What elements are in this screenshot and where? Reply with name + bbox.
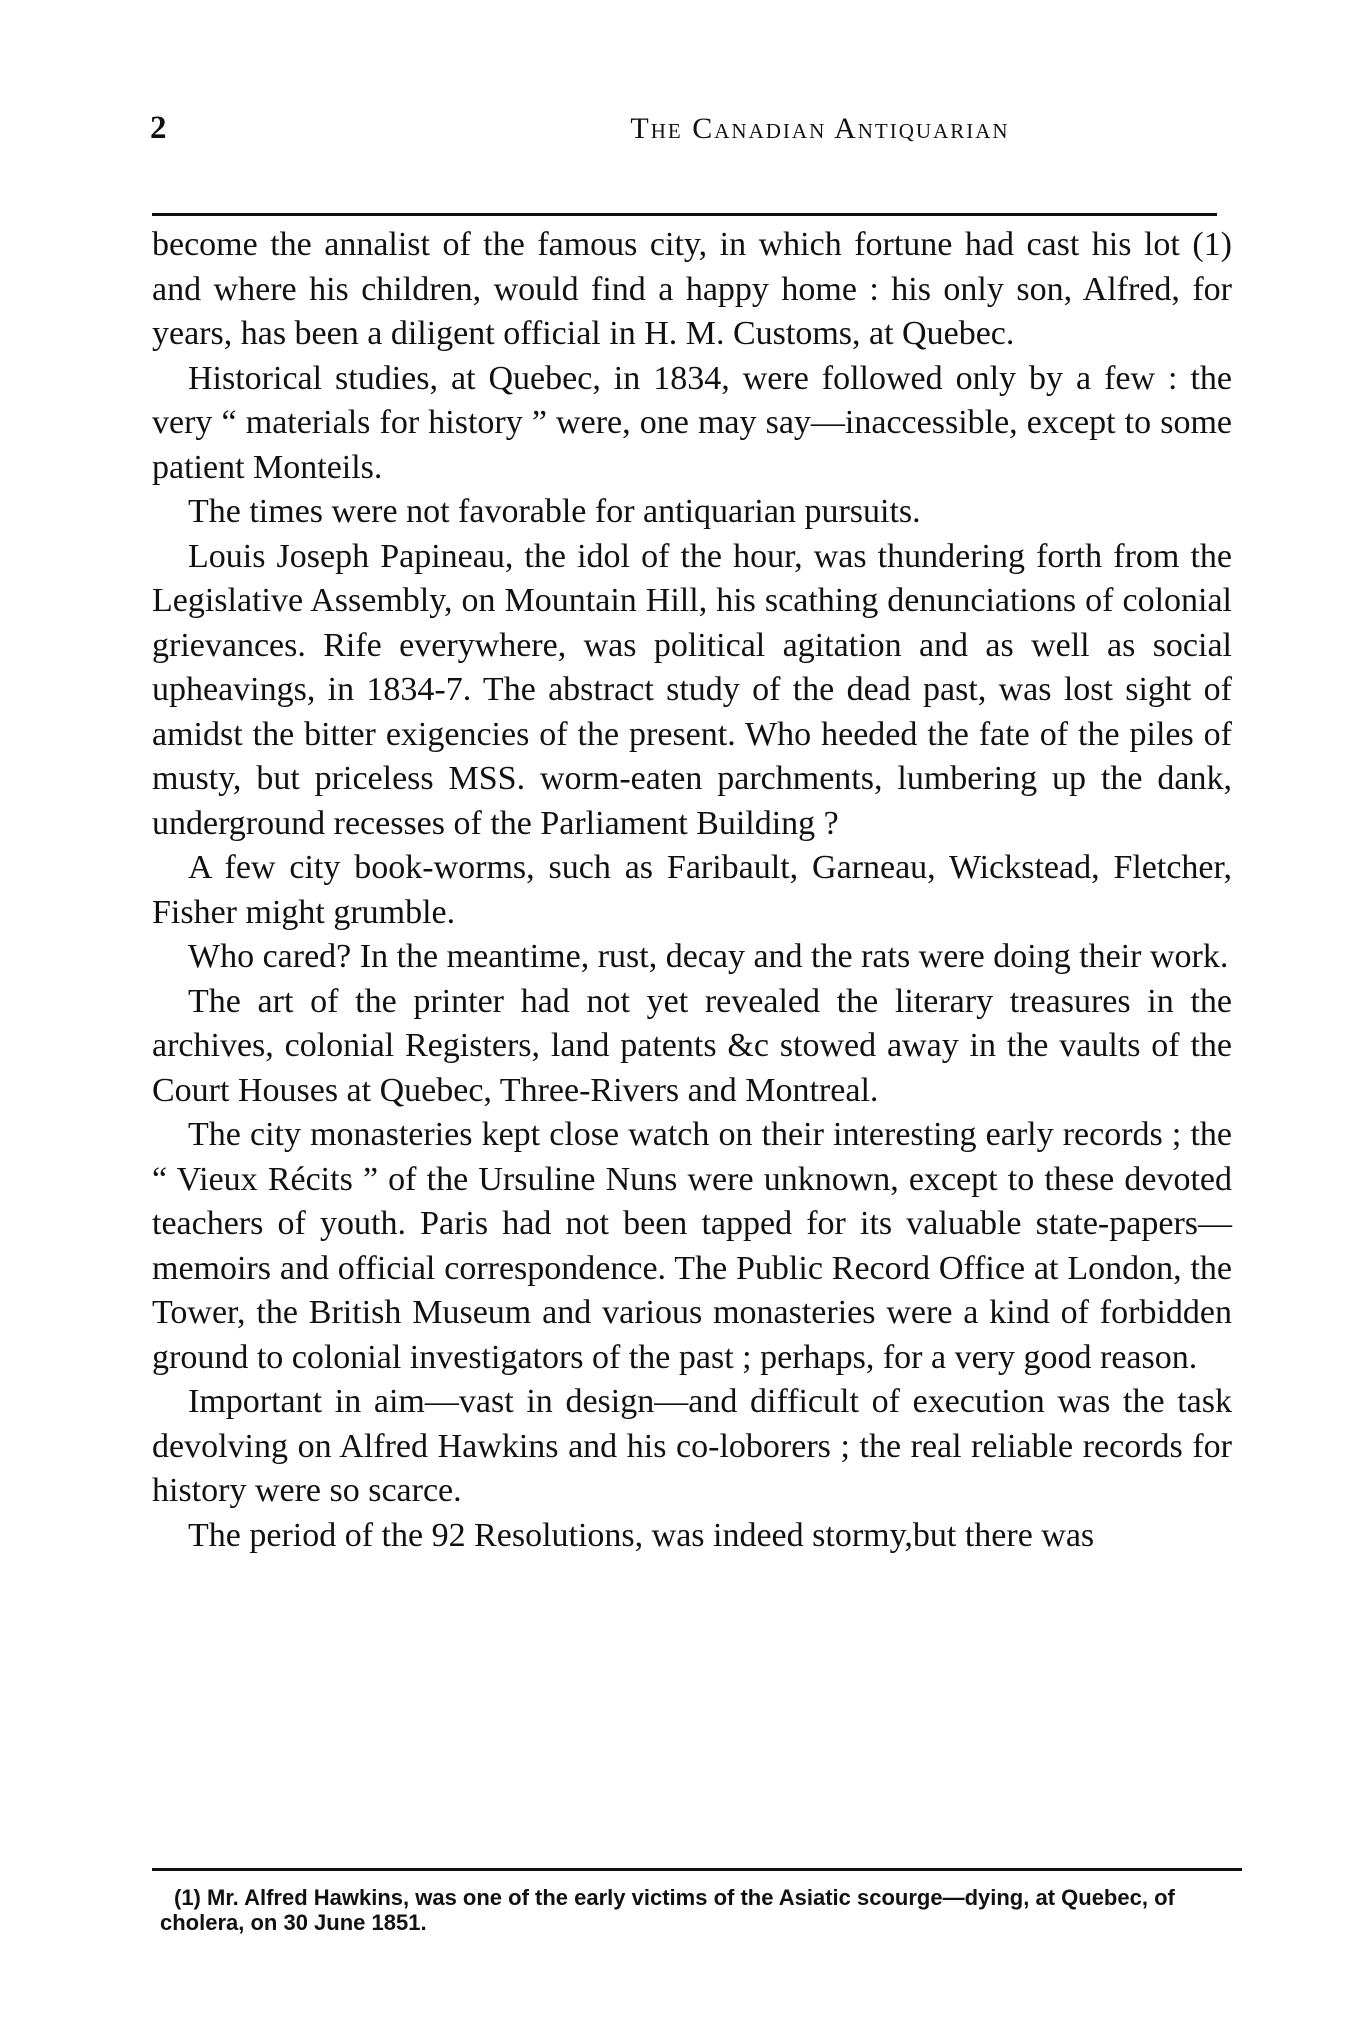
- paragraph: The art of the printer had not yet revealed the literary treasures in the archives, colonial Registers, land patents &c stowed away in the vaults of the Court Houses at Quebec, Three-Rivers and Montreal.: [152, 982, 1232, 1109]
- page-number: 2: [150, 110, 167, 146]
- paragraph: Important in aim—vast in design—and difficult of execution was the task devolving on Alfred Hawkins and his co-loborers ; the real reliable records for history were so scarce.: [152, 1383, 1232, 1509]
- footnote: (1) Mr. Alfred Hawkins, was one of the early victims of the Asiatic scourge—dying, at Quebec, of cholera, on 30 June 1851.: [160, 1885, 1175, 1935]
- page-header: [150, 110, 1240, 160]
- paragraph: become the annalist of the famous city, in which fortune had cast his lot (1) and where his children, would find a happy home : his only son, Alfred, for years, has been a diligent official in H. M. Customs, at Quebec.: [152, 226, 1232, 352]
- paragraph: Who cared? In the meantime, rust, decay and the rats were doing their work.: [188, 938, 1229, 975]
- header-rule: [152, 213, 1217, 216]
- paragraph: Louis Joseph Papineau, the idol of the hour, was thundering forth from the Legislative Assembly, on Mountain Hill, his scathing denunciations of colonial grievances. Rife everywhere, was political agitation and as well as social upheavings, in 1834-7. The abstract study of the dead past, was lost sight of amidst the bitter exigencies of the present. Who heeded the fate of the piles of musty, but priceless MSS. worm-eaten parchments, lumbering up the dank, underground recesses of the Parliament Building ?: [152, 537, 1232, 842]
- paragraph: Historical studies, at Quebec, in 1834, were followed only by a few : the very “ materials for history ” were, one may say—inaccessible, except to some patient Monteils.: [152, 359, 1232, 486]
- body-text: [152, 223, 1232, 1558]
- paragraph: The times were not favorable for antiquarian pursuits.: [188, 493, 921, 530]
- paragraph: The period of the 92 Resolutions, was indeed stormy,but there was: [188, 1516, 1095, 1554]
- footnote-rule: [152, 1868, 1242, 1871]
- paragraph: The city monasteries kept close watch on their interesting early records ; the “ Vieux Récits ” of the Ursuline Nuns were unknown, except to these devoted teachers of youth. Paris had not been tapped for its valuable state-papers—memoirs and official correspondence. The Public Record Office at London, the Tower, the British Museum and various monasteries were a kind of forbidden ground to colonial investigators of the past ; perhaps, for a very good reason.: [152, 1116, 1232, 1376]
- running-title: The Canadian Antiquarian: [630, 112, 1010, 145]
- paragraph: A few city book-worms, such as Faribault, Garneau, Wickstead, Fletcher, Fisher might grumble.: [152, 849, 1232, 931]
